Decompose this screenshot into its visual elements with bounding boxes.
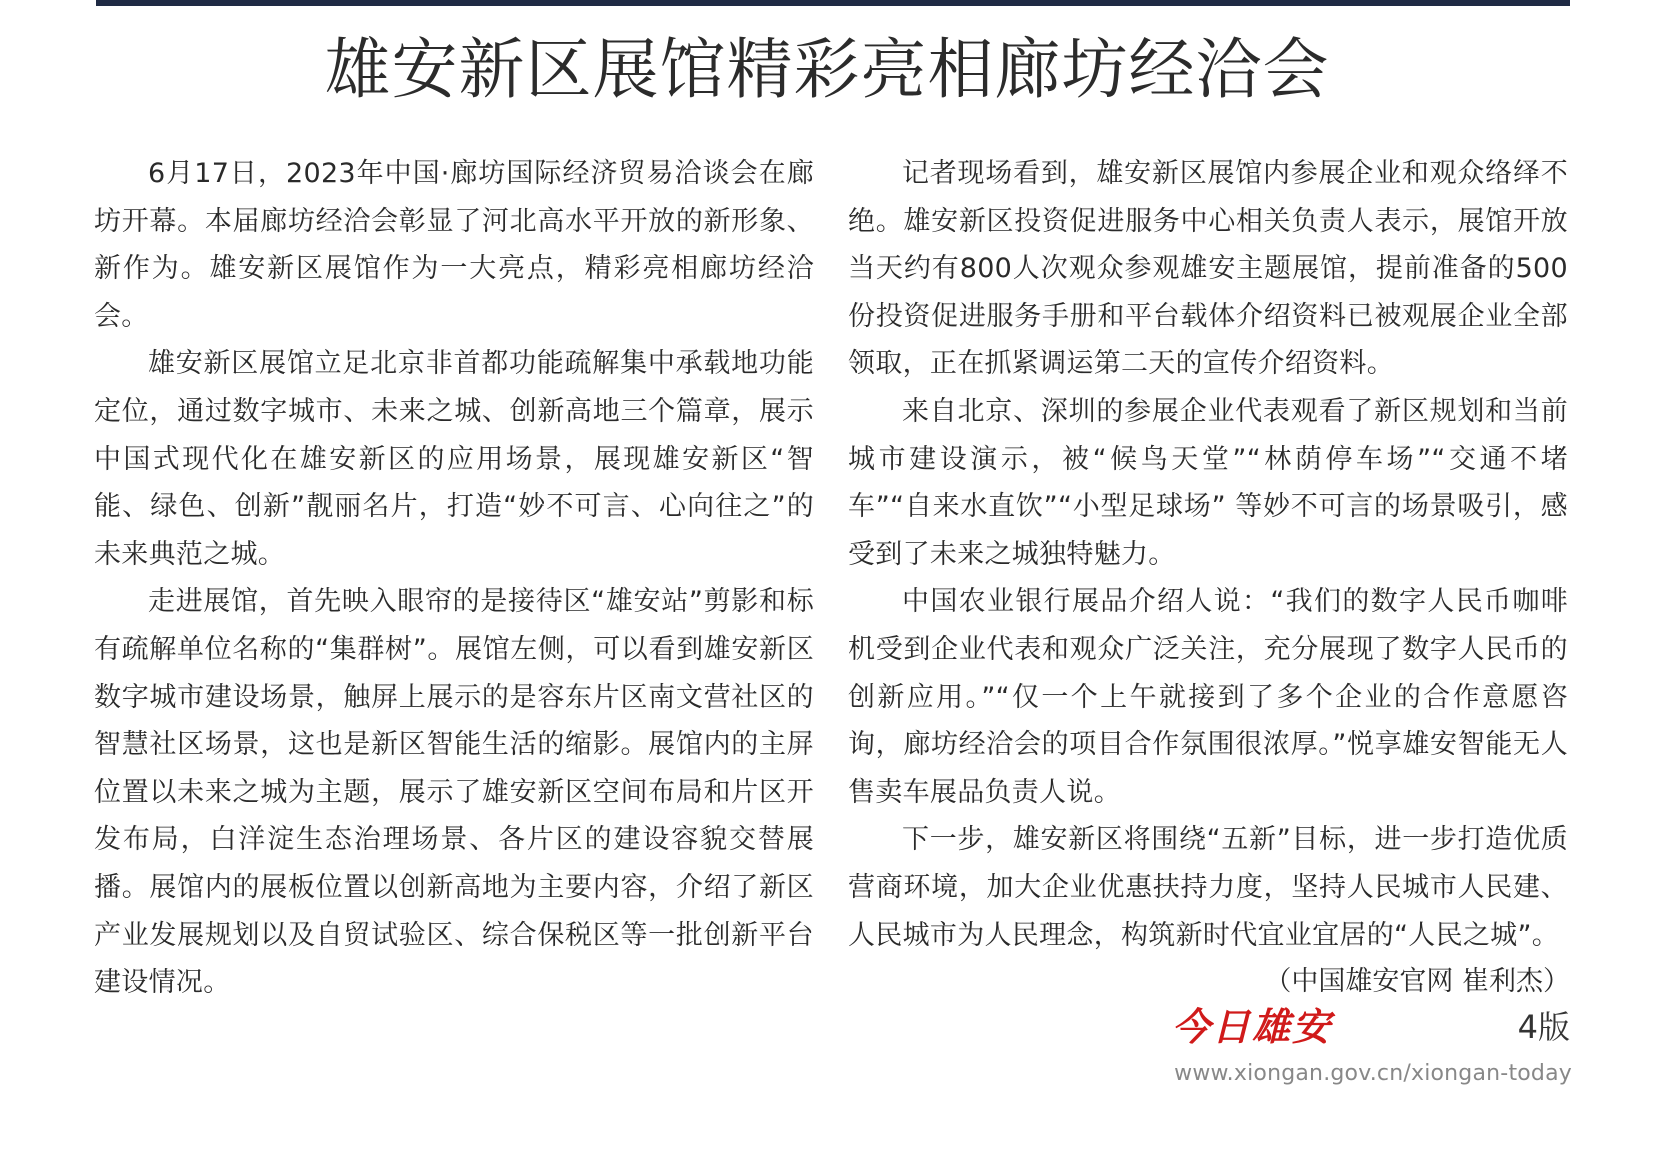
article-paragraph: 来自北京、深圳的参展企业代表观看了新区规划和当前城市建设演示，被“候鸟天堂”“林荫停车场”“交通不堵车”“自来水直饮”“小型足球场” 等妙不可言的场景吸引，感受到了未来之城独特魅力。 (848, 395, 1568, 570)
top-rule (96, 0, 1570, 6)
article-paragraph: 记者现场看到，雄安新区展馆内参展企业和观众络绎不绝。雄安新区投资促进服务中心相关负责人表示，展馆开放当天约有800人次观众参观雄安主题展馆，提前准备的500份投资促进服务手册和平台载体介绍资料已被观展企业全部领取，正在抓紧调运第二天的宣传介绍资料。 (848, 158, 1568, 380)
article-byline: （中国雄安官网 崔利杰） (1264, 966, 1570, 997)
page-number: 4版 (1517, 1008, 1570, 1046)
article-paragraph: 中国农业银行展品介绍人说：“我们的数字人民币咖啡机受到企业代表和观众广泛关注，充分展现了数字人民币的创新应用。”“仅一个上午就接到了多个企业的合作意愿咨询，廊坊经洽会的项目合作氛围很浓厚。”悦享雄安智能无人售卖车展品负责人说。 (848, 586, 1568, 808)
newspaper-logo: 今日雄安 (1172, 1004, 1333, 1049)
site-url: www.xiongan.gov.cn/xiongan-today (1174, 1061, 1572, 1086)
article-column-left (94, 150, 814, 1007)
article-column-right (848, 150, 1568, 959)
article-paragraph: 走进展馆，首先映入眼帘的是接待区“雄安站”剪影和标有疏解单位名称的“集群树”。展馆左侧，可以看到雄安新区数字城市建设场景，触屏上展示的是容东片区南文营社区的智慧社区场景，这也是新区智能生活的缩影。展馆内的主屏位置以未来之城为主题，展示了雄安新区空间布局和片区开发布局，白洋淀生态治理场景、各片区的建设容貌交替展播。展馆内的展板位置以创新高地为主要内容，介绍了新区产业发展规划以及自贸试验区、综合保税区等一批创新平台建设情况。 (94, 586, 814, 999)
article-paragraph: 6月17日，2023年中国·廊坊国际经济贸易洽谈会在廊坊开幕。本届廊坊经洽会彰显了河北高水平开放的新形象、新作为。雄安新区展馆作为一大亮点，精彩亮相廊坊经洽会。 (94, 158, 814, 332)
article-paragraph: 雄安新区展馆立足北京非首都功能疏解集中承载地功能定位，通过数字城市、未来之城、创新高地三个篇章，展示中国式现代化在雄安新区的应用场景，展现雄安新区“智能、绿色、创新”靓丽名片，打造“妙不可言、心向往之”的未来典范之城。 (94, 348, 814, 570)
article-headline: 雄安新区展馆精彩亮相廊坊经洽会 (324, 31, 1330, 108)
article-paragraph: 下一步，雄安新区将围绕“五新”目标，进一步打造优质营商环境，加大企业优惠扶持力度，坚持人民城市人民建、人民城市为人民理念，构筑新时代宜业宜居的“人民之城”。 (848, 824, 1568, 951)
